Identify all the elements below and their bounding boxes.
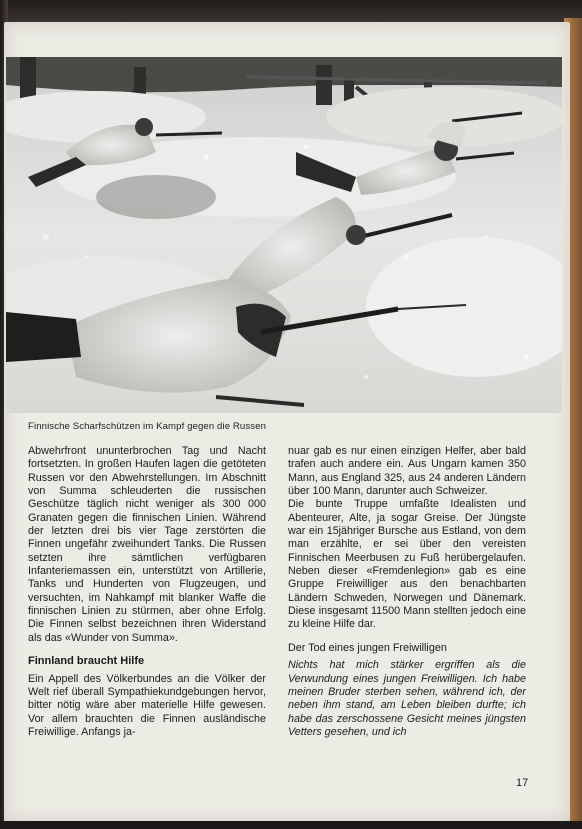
background-top — [0, 0, 582, 22]
paragraph: Abwehrfront ununterbrochen Tag und Nacht fortsetzten. In großen Haufen lagen die getöteten Russen vor den Abwehrstellungen. Im Abschnitt von Summa schleuderten die russischen Geschütze täglich nicht weniger als 300 000 Granaten gegen die finnischen Linien. Während der letzten drei bis vier Tage zerstörten die Finnen ungefähr zweihundert Tanks. Die Russen setzten ihre sämtlichen verfügbaren Infanteriemassen ein, unterstützt von Artillerie, Tanks und Hunderten von Flugzeugen, und versuchten, im Nahkampf mit blanker Waffe die finnischen Linien zu stürmen, aber ohne Erfolg. Die Finnen selbst bezeichnen ihren Widerstand als das «Wunder von Summa». — [28, 445, 266, 644]
photo-image — [6, 57, 562, 413]
italic-quote-paragraph: Nichts hat mich stärker ergriffen als die Verwundung eines jungen Freiwilligen. Ich habe meinen Bruder sterben sehen, während ich, der neben ihm stand, am Leben bleiben durfte; ich habe das zerschossene Gesicht meines jüngsten Vetters gesehen, und ich — [288, 659, 526, 738]
background-bottom — [0, 821, 582, 829]
section-heading: Der Tod eines jungen Freiwilligen — [288, 641, 447, 654]
section-heading: Finnland braucht Hilfe — [28, 655, 145, 668]
paragraph: Die bunte Truppe umfaßte Idealisten und Abenteurer, Alte, ja sogar Greise. Der Jüngste war ein 15jähriger Bursche aus Estland, von dem man erzählte, er sei über den vereisten Finnischen Meerbusen zu Fuß herübergelaufen. Neben dieser «Fremdenlegion» gab es eine Gruppe Freiwilliger aus den benachbarten Ländern Schweden, Norwegen und Dänemark. Diese insgesamt 11500 Mann stellten jedoch eine zu kleine Hilfe dar. — [288, 498, 526, 631]
right-text-column — [288, 445, 526, 739]
left-text-column — [28, 445, 266, 739]
photo-finnish-snipers — [6, 57, 562, 413]
page-number: 17 — [516, 777, 529, 789]
paragraph: Ein Appell des Völkerbundes an die Völker der Welt rief überall Sympathiekundgebungen hervor, bitter nötig wäre aber materielle Hilfe gewesen. Vor allem brauchten die Finnen ausländische Freiwillige. Anfangs ja- — [28, 672, 266, 738]
photo-caption: Finnische Scharfschützen im Kampf gegen die Russen — [28, 421, 267, 432]
paragraph: nuar gab es nur einen einzigen Helfer, aber bald trafen auch andere ein. Aus Ungarn kamen 350 Mann, aus England 325, aus 24 anderen Ländern über 100 Mann, darunter auch Schweizer. — [288, 445, 526, 498]
